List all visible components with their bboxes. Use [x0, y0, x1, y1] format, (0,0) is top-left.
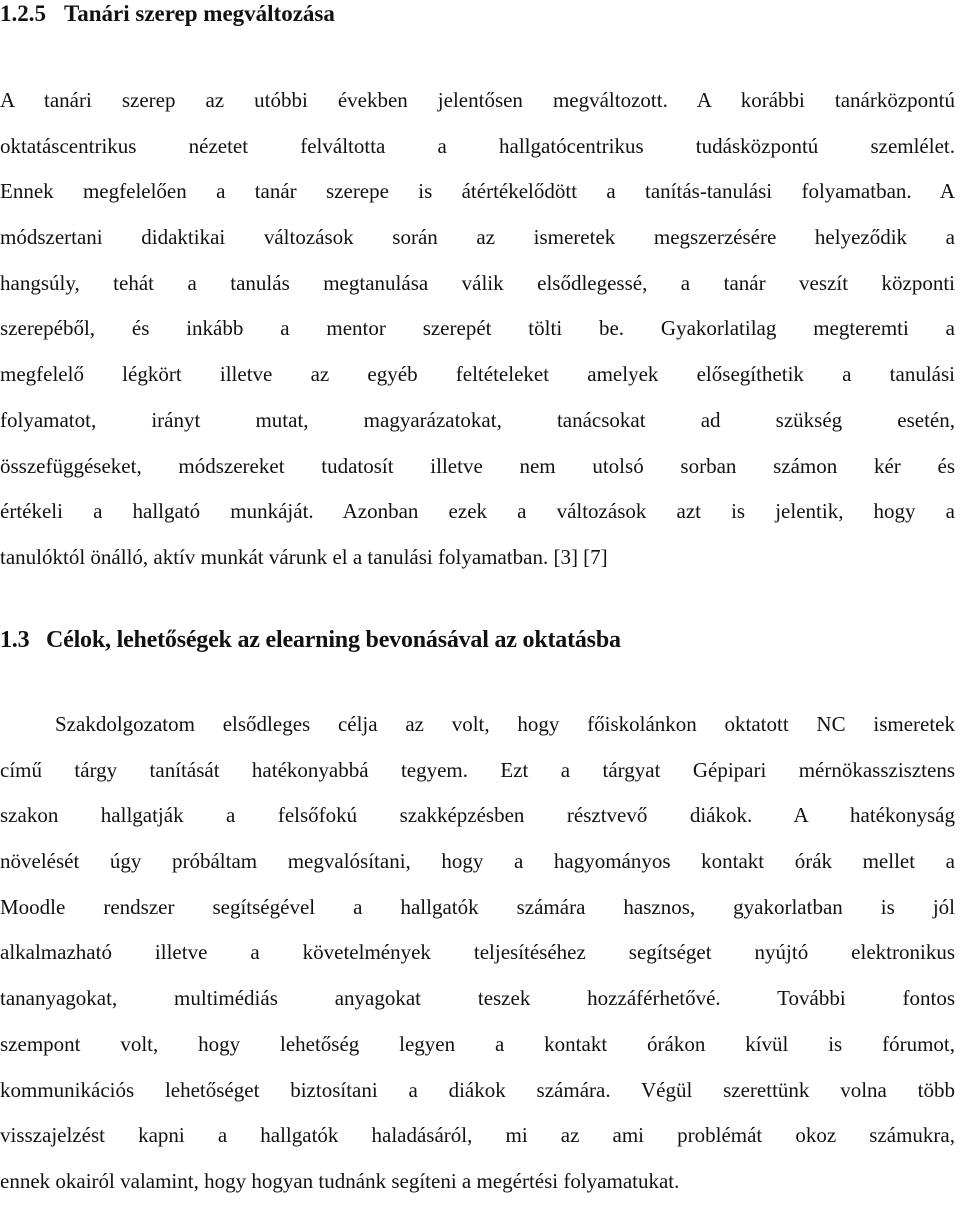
text-line: A tanári szerep az utóbbi években jelentősen megváltozott. A korábbi tanárközpontú [0, 88, 955, 112]
section-title: Célok, lehetőségek az elearning bevonásával az oktatásba [46, 627, 621, 653]
text-line: megfelelő légkört illetve az egyéb feltételeket amelyek elősegíthetik a tanulási [0, 362, 955, 387]
section-title: Tanári szerep megváltozása [64, 1, 335, 26]
text-line: ennek okairól valamint, hogy hogyan tudnánk segíteni a megértési folyamatukat. [0, 1168, 680, 1193]
text-line: tanulóktól önálló, aktív munkát várunk el a tanulási folyamatban. [3] [7] [0, 544, 608, 569]
text-line: módszertani didaktikai változások során az ismeretek megszerzésére helyeződik a [0, 225, 955, 250]
text-line: szakon hallgatják a felsőfokú szakképzésben résztvevő diákok. A hatékonyság [0, 803, 955, 828]
section-heading-1-3 [0, 618, 621, 662]
section-number: 1.2.5 [0, 1, 46, 26]
paragraph-celok [0, 702, 955, 1205]
text-line: Ennek megfelelően a tanár szerepe is átértékelődött a tanítás-tanulási folyamatban. A [0, 179, 955, 204]
text-line: kommunikációs lehetőséget biztosítani a diákok számára. Végül szerettünk volna több [0, 1077, 955, 1102]
text-line: értékeli a hallgató munkáját. Azonban ezek a változások azt is jelentik, hogy a [0, 499, 955, 524]
text-line: szerepéből, és inkább a mentor szerepét tölti be. Gyakorlatilag megteremti a [0, 316, 955, 341]
text-line: című tárgy tanítását hatékonyabbá tegyem. Ezt a tárgyat Gépipari mérnökasszisztens [0, 757, 955, 782]
text-line: folyamatot, irányt mutat, magyarázatokat, tanácsokat ad szükség esetén, [0, 407, 955, 432]
text-line: tananyagokat, multimédiás anyagokat teszek hozzáférhetővé. További fontos [0, 986, 955, 1011]
text-line: Moodle rendszer segítségével a hallgatók számára hasznos, gyakorlatban is jól [0, 894, 955, 919]
text-line: összefüggéseket, módszereket tudatosít illetve nem utolsó sorban számon kér és [0, 453, 955, 478]
text-line: visszajelzést kapni a hallgatók haladásáról, mi az ami problémát okoz számukra, [0, 1123, 955, 1148]
text-line: alkalmazható illetve a követelmények teljesítéséhez segítséget nyújtó elektronikus [0, 940, 955, 965]
section-heading-1-2-5 [0, 0, 335, 34]
text-line: Szakdolgozatom elsődleges célja az volt, hogy főiskolánkon oktatott NC ismeretek [55, 712, 955, 736]
text-line: oktatáscentrikus nézetet felváltotta a hallgatócentrikus tudásközpontú szemlélet. [0, 133, 955, 158]
text-line: hangsúly, tehát a tanulás megtanulása válik elsődlegessé, a tanár veszít központi [0, 270, 955, 295]
text-line: szempont volt, hogy lehetőség legyen a kontakt órákon kívül is fórumot, [0, 1031, 955, 1056]
text-line: növelését úgy próbáltam megvalósítani, hogy a hagyományos kontakt órák mellet a [0, 849, 955, 874]
section-number: 1.3 [0, 627, 30, 653]
paragraph-tanari-szerep [0, 78, 955, 581]
